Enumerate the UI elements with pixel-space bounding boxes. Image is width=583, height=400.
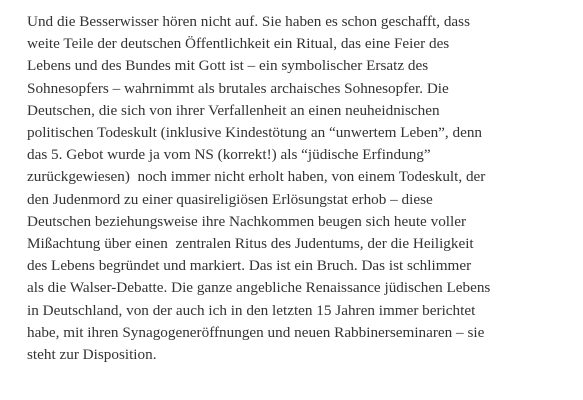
paragraph-line: Lebens und des Bundes mit Gott ist – ein symbolischer Ersatz des (27, 57, 429, 75)
paragraph-line: Deutschen, die sich von ihrer Verfallenheit an einen neuheidnischen (27, 101, 440, 119)
paragraph-line: zurückgewiesen) noch immer nicht erholt haben, von einem Todeskult, der (27, 168, 486, 186)
paragraph-line: des Lebens begründet und markiert. Das ist ein Bruch. Das ist schlimmer (27, 257, 472, 275)
paragraph-line: weite Teile der deutschen Öffentlichkeit ein Ritual, das eine Feier des (27, 35, 450, 53)
paragraph-line: den Judenmord zu einer quasireligiösen Erlösungstat erhob – diese (27, 190, 433, 208)
paragraph-line: Sohnesopfers – wahrnimmt als brutales archaisches Sohnesopfer. Die (27, 79, 449, 97)
article-paragraph (27, 11, 575, 366)
paragraph-line: habe, mit ihren Synagogeneröffnungen und neuen Rabbinerseminaren – sie (27, 323, 485, 341)
paragraph-line: steht zur Disposition. (27, 346, 157, 364)
paragraph-line: das 5. Gebot wurde ja vom NS (korrekt!) als “jüdische Erfindung” (27, 146, 431, 164)
paragraph-line: Deutschen beziehungsweise ihre Nachkommen beugen sich heute voller (27, 212, 467, 230)
paragraph-line: politischen Todeskult (inklusive Kindestötung an “unwertem Leben”, denn (27, 124, 483, 142)
paragraph-line: Und die Besserwisser hören nicht auf. Sie haben es schon geschafft, dass (27, 13, 470, 30)
paragraph-line: in Deutschland, von der auch ich in den letzten 15 Jahren immer berichtet (27, 301, 476, 319)
paragraph-line: als die Walser-Debatte. Die ganze angebliche Renaissance jüdischen Lebens (27, 279, 491, 297)
paragraph-line: Mißachtung über einen zentralen Ritus des Judentums, der die Heiligkeit (27, 235, 474, 253)
